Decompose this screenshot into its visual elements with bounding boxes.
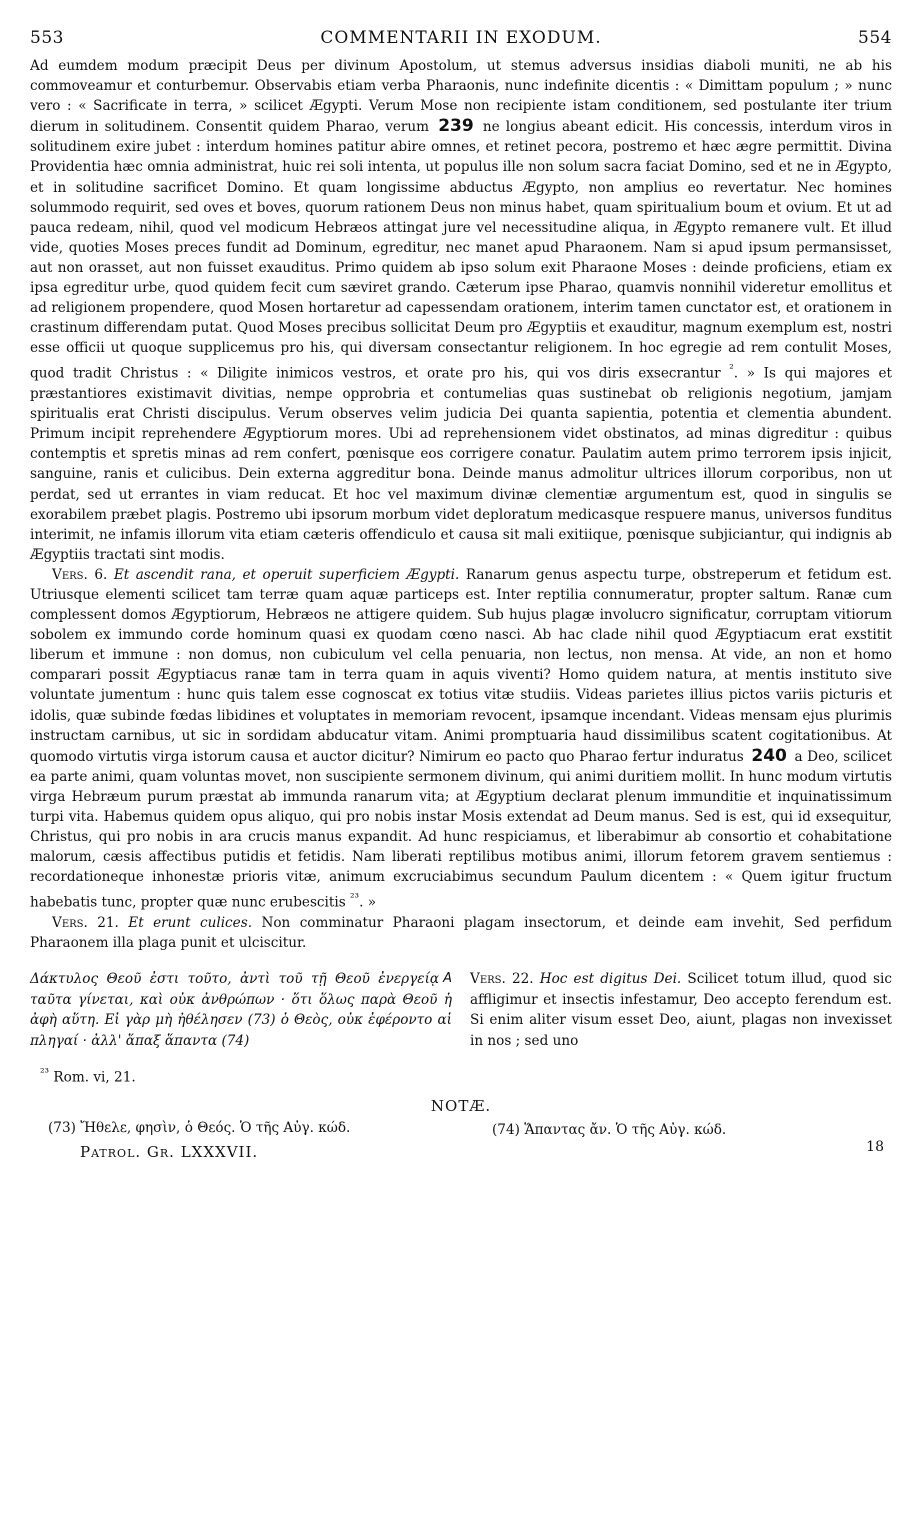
verse-lemma: Hoc est digitus Dei.: [539, 971, 682, 988]
running-header: [30, 28, 892, 52]
note-ref-73: (73): [247, 1012, 276, 1029]
page: [30, 28, 893, 1162]
notes-heading: NOTÆ.: [430, 1097, 492, 1116]
text-run: a Deo, scilicet ea parte animi, quam voluntas movet, non suscipiente sermonem divinum, qui animi duritiem mollit. In hunc modum virtutis virga Hebræum purum præstat ab immunda ranarum vita; at Ægyptium declarat plenum immunditie et inquinatissimum turpi vita. Habemus quidem opus aliquo, qui pro nobis instar Mosis extendat ad Deum manus. Sed is est, qui id exsequitur, Christus, qui pro nobis in ara crucis manus expandit. Ad hunc respiciamus, et liberabimur ab consortio et cohabitatione malorum, cæsis affectibus putidis et fetidis. Nam liberati reptilibus motibus animi, illorum fetorem gravem sentiemus : recordationeque inhonestæ prioris vitæ, animum excruciabimus secundum Paulum dicentem : « Quem igitur fructum habebatis tunc, propter quæ nunc erubescitis: [30, 748, 892, 911]
latin-column: [470, 969, 892, 1051]
running-title: COMMENTARII IN EXODUM.: [320, 28, 602, 48]
signature-row: [30, 1139, 892, 1162]
note-74: (74) Ἅπαντας ἄν. Ὁ τῆς Αὐγ. κώδ.: [492, 1122, 727, 1139]
column-marker-239: 239: [438, 116, 474, 137]
text-run: Non comminatur Pharaoni plagam insectorum, et deinde eam invehit, Sed perfidum Pharaonem illa plaga punit et ulciscitur.: [30, 915, 893, 952]
paragraph-vers-21: [30, 913, 892, 953]
page-number-left: 553: [30, 28, 64, 48]
footnote-text: Rom. vi, 21.: [53, 1069, 136, 1086]
verse-lemma: Et erunt culices.: [128, 915, 253, 931]
two-column-section: [30, 969, 892, 1051]
verse-label: Vers. 6.: [52, 566, 108, 583]
footnote: [30, 1062, 892, 1088]
notes-row: [30, 1117, 892, 1141]
text-run: . » Is qui majores et præstantiores existimavit divitias, nempe opprobria et contumelias quas sustinebat ob religionis negotium, jamjam spiritualis erat Christi discipulus. Verum observes velim judicia Dei quanta sapientia, potentia et clementia abundent. Primum incipit reprehendere Ægyptiorum mores. Ubi ad reprehensionem videt obstinatos, ad minas digreditur : quibus contemptis et spretis minas ad rem confert, pœnisque eos corrigere conatur. Paulatim autem primo terrorem ipsis injicit, sanguine, ranis et culicibus. Dein externa aggreditur bona. Deinde manus admolitur ultrices illorum corporibus, non ut perdat, sed ut errantes in viam reducat. Et hoc vel maximum divinæ clementiæ argumentum est, quod in singulis se exorabilem præbet plagis. Postremo ubi ipsorum morbum videt deploratum medicasque respuere manus, universos funditus interimit, ne infamis illorum vita etiam cæteris offendiculo et causa sit mali exitiique, pœnisque subjiciantur, qui indignis ab Ægyptiis tractati sint modis.: [30, 365, 892, 563]
paragraph-1: [30, 56, 892, 565]
column-marker-240: 240: [751, 745, 787, 766]
footnote-ref: ²: [729, 361, 734, 376]
greek-text: Δάκτυλος Θεοῦ ἐστι τοῦτο, ἀντὶ τοῦ τῇ Θεοῦ ἐνεργείᾳ ταῦτα γίνεται, καὶ οὐκ ἀνθρώπων · ὅτι ὅλως παρὰ Θεοῦ ἡ ἀφὴ αὕτη. Εἰ γὰρ μὴ ἠθέλησεν: [30, 971, 452, 1029]
sheet-number: 18: [866, 1139, 884, 1156]
text-run: Ranarum genus aspectu turpe, obstreperum et fetidum est. Utriusque elementi scilicet tam terræ quam aquæ particeps est. Inter reptilia connumeratur, propter saltum. Ranæ cum complessent domos Ægyptiorum, Hebræos ne attigere quidem. Sub hujus plagæ involucro significatur, corruptam vitiorum sobolem ex immundo corde hominum quasi ex quodam cœno nasci. Ab hac clade nihil quod Ægyptiacum erat exstitit liberum et immune : non domus, non cubiculum vel cella penuaria, non lectus, non mensa. At vide, an non et homo comparari possit Ægyptiacus ranæ tam in terra quam in aquis viventi? Homo quidem natura, at mentis instituto sive voluntate jumentum : hunc quis talem esse cognoscat ex totius vitæ studiis. Videas parietes illius pictos variis picturis et idolis, quæ subinde fœdas libidines et voluptates in memoriam revocent, ipsamque incendant. Videas mensam ejus plurimis instructam carnibus, ut sic in sordidam abducatur vitam. Animi promptuaria haud dissimilibus scatent cogitationibus. At quomodo virtutis virga istorum causa et auctor dicitur? Nimirum eo pacto quo Pharao fertur induratus: [30, 566, 892, 765]
text-run: Scilicet totum illud, quod sic affligimur et insectis infestamur, Deo accepto ferendum est. Si enim aliter visum esset Deo, aiunt, plagas non invexisset in nos ; sed uno: [470, 971, 892, 1049]
main-text: [30, 56, 892, 953]
text-run: ne longius abeant edicit. His concessis, interdum viros in solitudinem exire jubet : interdum homines patitur abire omnes, et retinet pecora, postremo et hæc ægre permittit. Divina Providentia hæc omnia administrat, huic rei soli intenta, ut populus ille non solum sacra faciat Domino, sed et ne in Ægypto, et in solitudine sacrificet Domino. Et quam longissime abductus Ægypto, non amplius eo revertatur. Nec homines solummodo requirit, sed oves et boves, quorum rationem Deus non minus habet, quam spiritualium boum et ovium. Et ut ad pauca redeam, nihil, quod vel modicum Hebræos attingat jure vel necessitudine aliqua, in Ægypto remanere vult. Et illud vide, quoties Moses preces fundit ad Dominum, egreditur, nec manet apud Pharaonem. Nam si apud ipsum permansisset, aut non orasset, aut non fuisset exauditus. Primo quidem ab ipso solum exit Pharaone Moses : deinde proficiens, etiam ex ipsa egreditur urbe, quod quidem fecit cum sæviret grando. Cæterum ipse Pharao, quamvis nonnihil videretur emollitus et ad religionem propendere, quod Mosen hortaretur ad capessendam orationem, interim tamen cunctator est, et orationem in crastinum differendam putat. Quod Moses precibus sollicitat Deum pro Ægyptiis et exauditur, magnum exemplum est, nostri esse officii ut quoque supplicemus pro his, qui diversam consectantur religionem. In hoc egregie ad rem contulit Moses, quod tradit Christus : « Diligite inimicos vestros, et orate pro his, qui vos diris exsecrantur: [30, 119, 893, 382]
text-run: Ad eumdem modum præcipit Deus per divinum Apostolum, ut stemus adversus insidias diaboli muniti, ne ab his commoveamur et conturbemur. Observabis etiam verba Pharaonis, nunc indefinite dicentis : « Dimittam populum ; » nunc vero : « Sacrificate in terra, » scilicet Ægypti. Verum Mose non recipiente istam conditionem, sed postulante iter trium dierum in solitudinem. Consentit quidem Pharao, verum: [30, 58, 892, 136]
footnote-number: ²³: [40, 1064, 50, 1079]
greek-column: [30, 969, 452, 1051]
paragraph-vers-6: [30, 565, 892, 913]
footnote-ref: ²³: [350, 890, 360, 905]
greek-text: ὁ Θεὸς, οὐκ ἐφέροντο αἱ πληγαί · ἀλλ' ἅπαξ ἅπαντα: [30, 1012, 452, 1049]
verse-label: Vers. 21.: [52, 915, 119, 931]
verse-label: Vers. 22.: [470, 971, 534, 988]
printer-signature: Patrol. Gr. LXXXVII.: [80, 1143, 259, 1162]
note-ref-74: (74): [221, 1032, 250, 1049]
note-73: (73) Ἤθελε, φησὶν, ὁ Θεός. Ὁ τῆς Αὐγ. κώδ.: [48, 1120, 351, 1137]
text-run: . »: [359, 894, 377, 911]
verse-lemma: Et ascendit rana, et operuit superficiem Ægypti.: [113, 566, 460, 583]
page-number-right: 554: [858, 28, 892, 48]
column-letter-marker: A: [443, 971, 452, 987]
